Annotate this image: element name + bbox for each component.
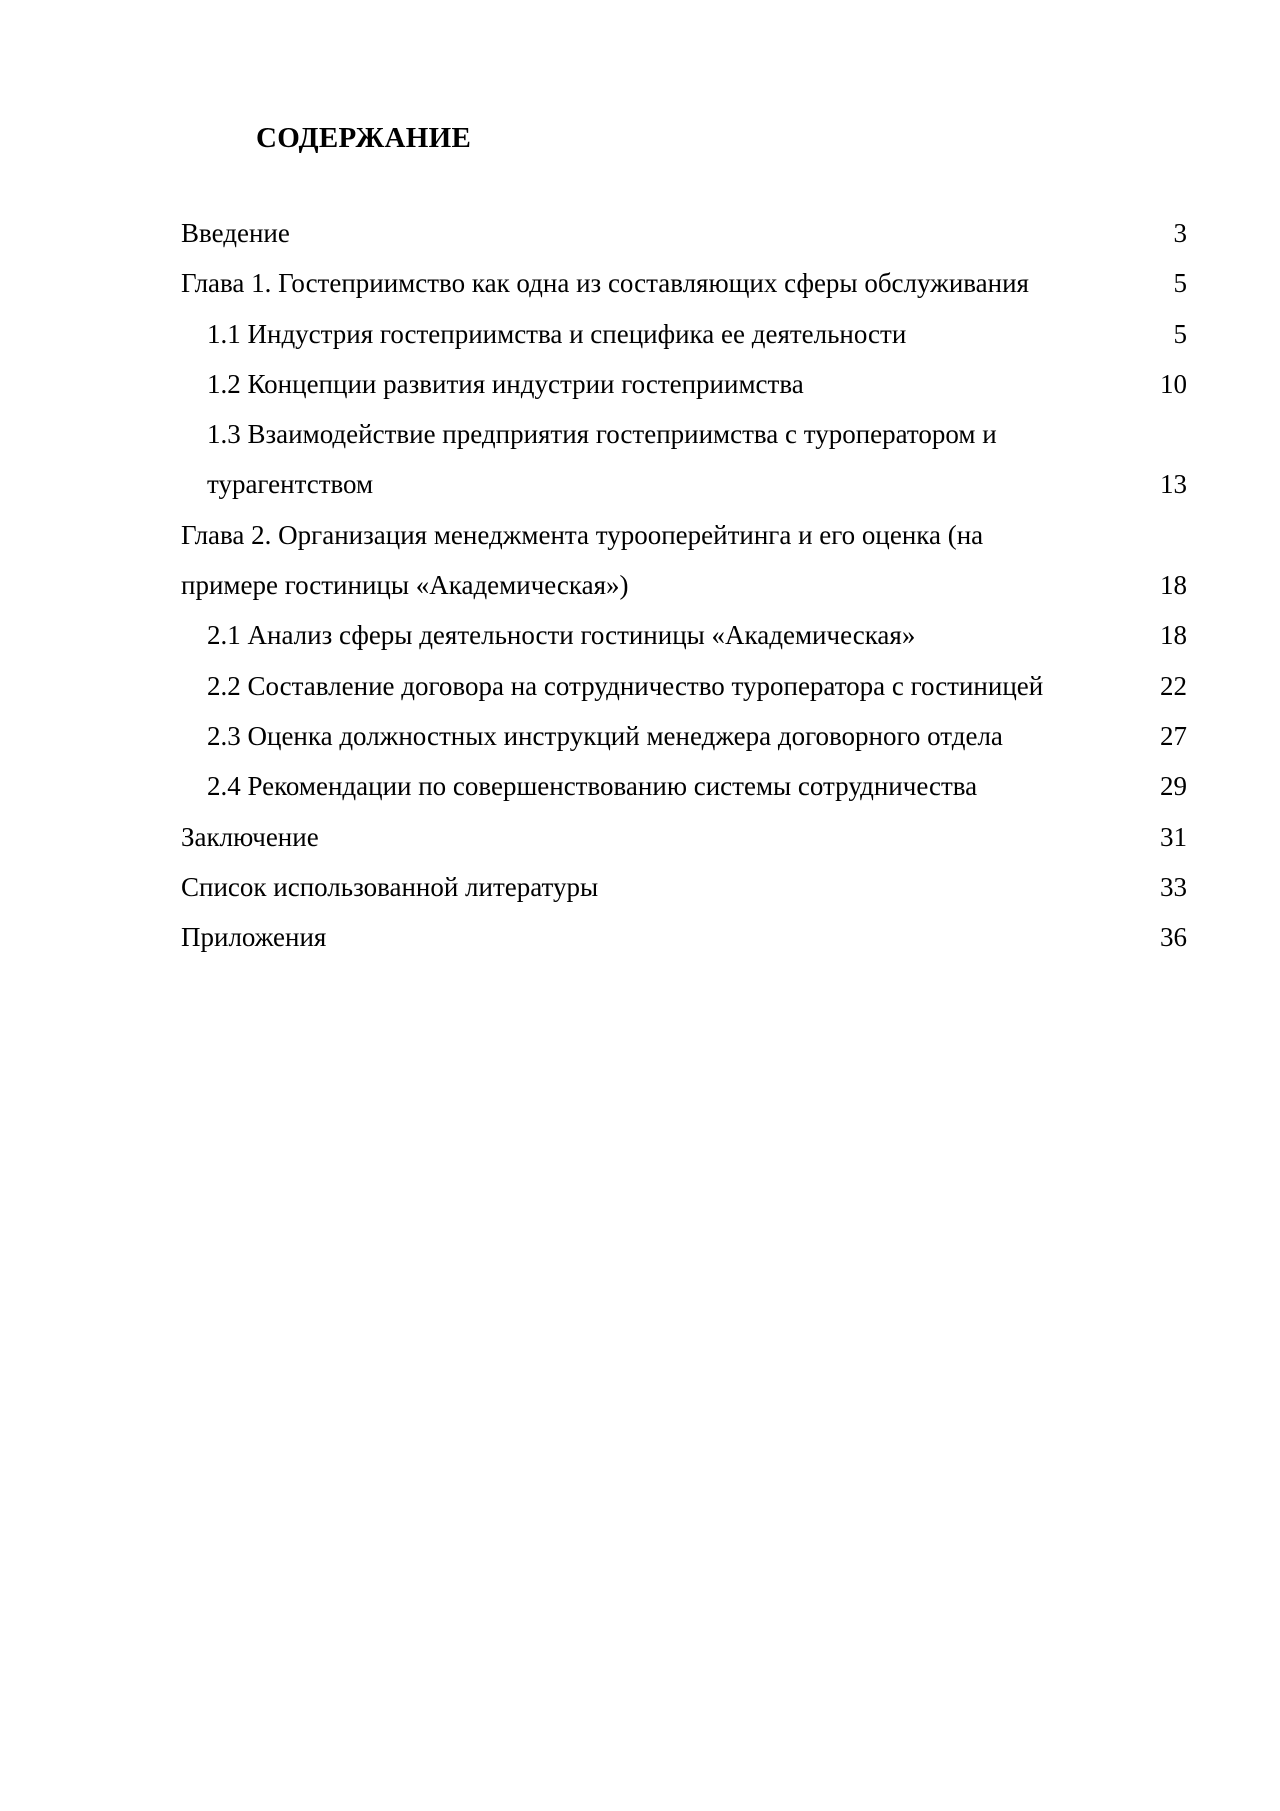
- toc-entry-chapter-2[interactable]: [181, 510, 1187, 611]
- toc-entry-label: 2.2 Составление договора на сотрудничество туроператора с гостиницей: [207, 670, 1044, 701]
- toc-entry-label: 1.3 Взаимодействие предприятия гостеприимства с туроператором и: [207, 419, 997, 450]
- toc-entry-section-1-3[interactable]: [181, 409, 1187, 510]
- toc-entry-bibliography[interactable]: [181, 862, 1187, 912]
- toc-entry-label: Введение: [181, 218, 290, 248]
- toc-entry-label-continuation: примере гостиницы «Академическая»): [181, 570, 629, 601]
- toc-entry-section-2-3[interactable]: [181, 711, 1187, 761]
- toc-title: СОДЕРЖАНИЕ: [256, 122, 472, 154]
- toc-entry-page-number: 13: [1160, 469, 1187, 500]
- toc-entry-label: 2.4 Рекомендации по совершенствованию системы сотрудничества: [207, 771, 978, 802]
- toc-entry-label: 1.2 Концепции развития индустрии гостеприимства: [207, 368, 804, 399]
- toc-entry-page-number: 33: [1160, 871, 1187, 902]
- toc-entry-introduction[interactable]: [181, 208, 1187, 258]
- toc-entry-section-1-2[interactable]: [181, 359, 1187, 409]
- toc-entry-page-number: 3: [1173, 218, 1187, 248]
- table-of-contents: [181, 208, 1187, 962]
- toc-entry-label: Глава 1. Гостеприимство как одна из составляющих сферы обслуживания: [181, 268, 1029, 299]
- toc-entry-section-1-1[interactable]: [181, 309, 1187, 359]
- toc-entry-page-number: 22: [1160, 670, 1187, 701]
- toc-entry-label: 2.1 Анализ сферы деятельности гостиницы «Академическая»: [207, 620, 916, 651]
- toc-entry-section-2-1[interactable]: [181, 610, 1187, 660]
- toc-entry-section-2-4[interactable]: [181, 761, 1187, 811]
- toc-entry-label: Заключение: [181, 821, 319, 852]
- toc-entry-page-number: 10: [1160, 368, 1187, 399]
- toc-entry-chapter-1[interactable]: [181, 258, 1187, 308]
- toc-entry-page-number: 36: [1160, 922, 1187, 953]
- toc-entry-label: Список использованной литературы: [181, 871, 599, 902]
- toc-entry-conclusion[interactable]: [181, 812, 1187, 862]
- toc-entry-page-number: 18: [1160, 570, 1187, 601]
- toc-entry-page-number: 29: [1160, 771, 1187, 802]
- toc-entry-label: Глава 2. Организация менеджмента турооперейтинга и его оценка (на: [181, 519, 984, 550]
- toc-entry-page-number: 18: [1160, 620, 1187, 651]
- toc-entry-page-number: 27: [1160, 720, 1187, 751]
- toc-entry-section-2-2[interactable]: [181, 661, 1187, 711]
- toc-entry-page-number: 5: [1173, 268, 1187, 299]
- toc-entry-label: 2.3 Оценка должностных инструкций менеджера договорного отдела: [207, 720, 1003, 751]
- toc-entry-page-number: 31: [1160, 821, 1187, 852]
- toc-entry-label-continuation: турагентством: [207, 469, 374, 500]
- toc-entry-label: 1.1 Индустрия гостеприимства и специфика ее деятельности: [207, 318, 907, 349]
- toc-entry-appendices[interactable]: [181, 912, 1187, 962]
- toc-entry-label: Приложения: [181, 922, 327, 953]
- toc-entry-page-number: 5: [1173, 318, 1187, 349]
